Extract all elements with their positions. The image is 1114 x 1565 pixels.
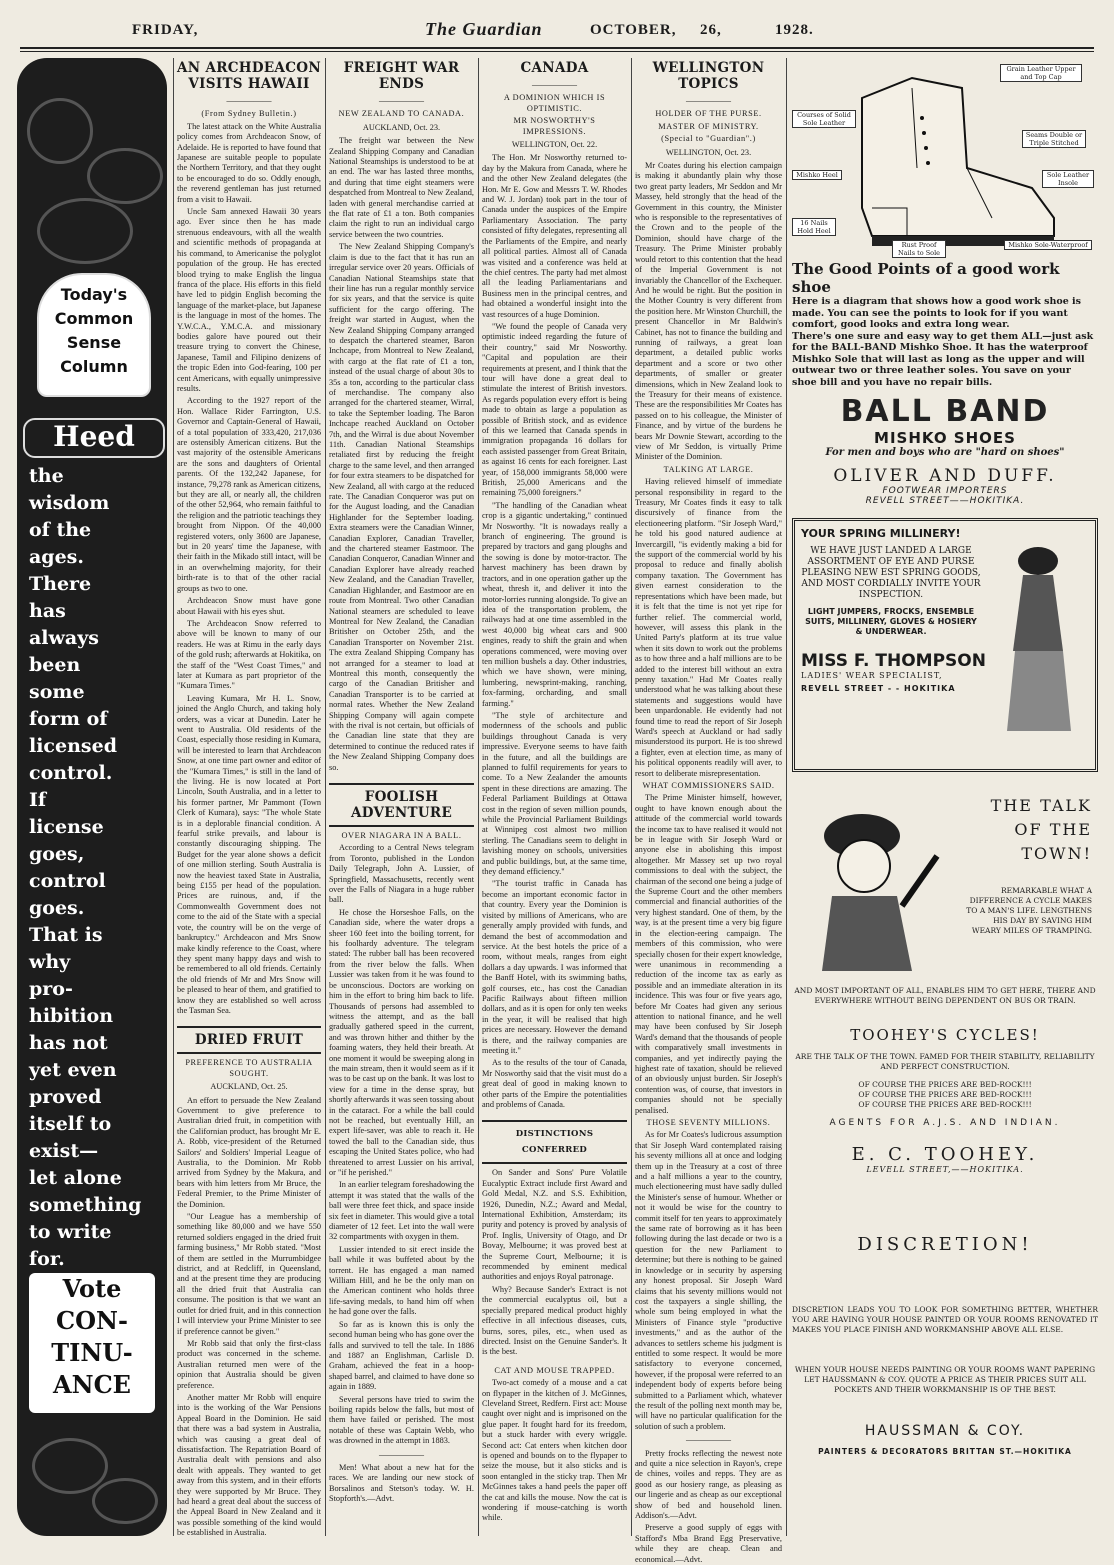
talk-of-town-advert [792, 786, 1098, 986]
decor-swirl [37, 198, 133, 264]
shoe-heading: The Good Points of a good work shoe [792, 260, 1060, 296]
shoe-label: Mishko Heel [792, 170, 842, 180]
article-dateline: AUCKLAND, Oct. 23. [362, 122, 441, 132]
wisdom-line: of the [29, 519, 92, 541]
column-rule [325, 58, 326, 1536]
work-shoe-icon [792, 58, 1098, 258]
wisdom-line: control [29, 870, 106, 892]
toohey-prices [792, 1080, 1098, 1110]
masthead-day: FRIDAY, [132, 22, 199, 38]
wisdom-line: license [29, 816, 104, 838]
oliver-duff-sub: FOOTWEAR IMPORTERS [882, 486, 1008, 496]
article-paragraph: The Prime Minister himself, however, ought to have known enough about the attitude of the commercial world towards the income tax to have realised it would not be in league with Sir Joseph Ward or anyone else in abolishing this impost altogether. Mr Massey set up two royal commissions to deal with the subject, the chairman of the second one being a judge of the Supreme Court and the other members commercial and financial authorities of the very highest standard. One of them, by the way, is at the present time a very big figure in the election-eering campaign. The members of this commission, who were specially chosen for their expert knowledge, were unanimous in recommending a reduction of the income tax as early as possible and an immediate alteration in its incidence. This was four or five years ago, before Mr Coates had given any serious attention to national finance, and he well may have been confused by Sir Joseph Ward's demand that the thousands of people with comparatively small investments in companies, and yet indirectly paying the highest rate of taxation, should be relieved of an obviously unjust burden. Sir Joseph's contention was, of course, that investors in companies should not be specially penalised. [635, 793, 782, 1115]
article-paragraph: As to the results of the tour of Canada, Mr Nosworthy said that the visit must do a great deal of good in making known to other parts of the Empire the potentialities and problems of Canada. [482, 1058, 627, 1109]
haussman-sub: PAINTERS & DECORATORS BRITTAN ST.—HOKITIKA [818, 1447, 1072, 1456]
shoe-label: Rust Proof Nails to Sole [892, 240, 946, 258]
wisdom-line: ages. [29, 546, 84, 568]
wisdom-line: exist— [29, 1140, 99, 1162]
article-paragraph: As for Mr Coates's ludicrous assumption that Sir Joseph Ward contemplated raising his seventy millions all at once and lodging them up in the Treasury at a cost of three and a half millions a year to the country, much electioneering must have sadly dulled the Minister's sense of humour. Whether or not it would be wise for the country to commit itself for ten years to approximately the same rate of borrowing as it has been following during the last decade or two is a question for the new Parliament to determine; but there is nothing to be gained in knowledge or in security by aspersing any honest proposal. Sir Joseph Ward claims that his seventy millions would not cost the taxpayers a single shilling, the whole sum being employed in what the Ministers of Finance style "productive investments," and as the author of the advances to settlers scheme his judgment is entitled to some respect. It would be more satisfactory to everyone concerned, however, if the proposal were referred to an independent body of experts before being submitted to a Parliament which, whatever the result of the polling next month may be, will have no particular qualification for the solution of such a problem. [635, 1130, 782, 1431]
discretion-title: DISCRETION! [857, 1234, 1033, 1255]
article-title: CANADA [520, 60, 589, 76]
common-sense-advert [17, 58, 167, 1536]
separator: ————— [686, 96, 731, 106]
wisdom-line: proved [29, 1086, 102, 1108]
wisdom-line: That is [29, 924, 103, 946]
shoe-label: Grain Leather Upper and Top Cap [1000, 64, 1082, 82]
article-paragraph: The latest attack on the White Australia policy comes from Archdeacon Snow, of Adelaide. He is reported to have found that Japanese are suitable people to populate the Northern Territory, and that they ought to be encouraged to do so. Oddly enough, the reverend gentleman has just returned from a visit to Hawaii. [177, 121, 321, 204]
article-paragraph: Uncle Sam annexed Hawaii 30 years ago. Ever since then he has made strenuous endeavours, with all the wealth and scientific methods of propaganda at his command, to Americanise the polyglot population of the group. He has erected blood trying to make English the lingua franca of the place. His efforts in this field have led to pidgin English becoming the language of the market-place, but Japanese is the language in most of the homes. The Y.W.C.A., Y.M.C.A. and missionary bodies galore have poured out their treasure trying to convert the Chinese, Japanese, Tamil and Filipino denizens of the tropic Eden into God-fearing, 100 per cent Americans, with equally unimpressive results. [177, 207, 321, 393]
wisdom-line: wisdom [29, 492, 110, 514]
masthead [0, 0, 1114, 48]
article-paragraph: On Sander and Sons' Pure Volatile Eucalyptic Extract include first Award and Gold Medal, N.Z. and S.S. Exhibition, 1926, Dunedin, N.Z.; Award and Medal, International Exhibition, Amsterdam; its purity and potency is proved by analysis of Prof. Inglis, University of Otago, and Dr Bovay, Melbourne; it was proved best at the Supreme Court, Melbourne; it is recommended by eminent medical authorities and enjoys Royal patronage. [482, 1168, 627, 1282]
article-paragraph: Two-act comedy of a mouse and a cat on flypaper in the kitchen of J. McGinnes, Cleveland Street, Redfern. First act: Mouse caught over night and is imprisoned on the glue paper. It fought hard for its freedom, but a stuck harder with every wriggle. Second act: Cat enters when kitchen door is opened and bounds on to the flypaper to seize the mouse, but it also sticks and is soon entangled in the sticky trap. Then Mr McGinnes takes a hand peels the paper off the cat and kills the mouse. Now the cat is wondering if mouse-catching is worth while. [482, 1378, 627, 1523]
wisdom-line: has [29, 600, 66, 622]
column-rule [173, 58, 174, 1536]
article-title: DISTINCTIONS CONFERRED [482, 1120, 627, 1164]
article-paragraph: He chose the Horseshoe Falls, on the Canadian side, where the water drops a sheer 160 feet into the boiling torrent, for his foolhardy adventure. The telegram stated: The rubber ball has been recovered from the river below the falls. When Lussier was taken from it he was found to be unconscious. Doctors are working on him in the effort to bring him back to life. Thousands of persons had assembled to witness the attempt, and as the ball gradually gathered speed in the current, and was thrown hither and thither by the foaming waters, they held their breath. At one moment it would be sweeping along in the main stream, then it would seem as if it was to be cast up on the bank. It was lost to view for a time in the dense spray, but shortly afterwards it was seen tossing about in the cataract. For a while the ball could not be reached, but eventually Hill, an expert life-saver, was able to reach it. He towed the ball to the Canadian side, thus escaping the United States police, who had threatened to arrest Lussier on his arrival, or "if he perished." [329, 907, 474, 1177]
article-subtitle: MASTER OF MINISTRY. [658, 121, 759, 131]
shoe-label: Mishko Sole-Waterproof [1004, 240, 1092, 250]
toohey-name: E. C. TOOHEY. [851, 1144, 1039, 1165]
article-paragraph: According to the 1927 report of the Hon. Wallace Rider Farrington, U.S. Governor and Captain-General of Hawaii, of a total population of 333,420, 217,036 are ostensibly American citizens. But the vast majority of the ostensible Americans are the sons and daughters of Oriental parents. Of the 132,242 Japanese, for instance, 79,278 rank as American citizens, but they are all, or nearly all, the children of the other 52,964, who remain faithful to the religion and the patriotic teachings they brought from Nippon. Of the 40,000 registered voters, only 3600 are Japanese, but in 20 years' time the Japanese, with their faith in the Mikado still intact, will be in an overwhelming majority, for their birth-rate is to that of the other racial groups as two to one. [177, 396, 321, 593]
masthead-month: OCTOBER, [590, 22, 677, 38]
section-head: WHAT COMMISSIONERS SAID. [642, 781, 775, 790]
toohey-address: LEVELL STREET,——HOKITIKA. [866, 1165, 1024, 1174]
article-paragraph: "We found the people of Canada very optimistic indeed regarding the future of their country," said Mr Nosworthy. "Capital and population are their requirements at present, and I think that the tour will have done a great deal to stimulate the interest of British investors. As regards population every effort is being made to obtain as large a population as possible of British stock, and as evidence of this we learned that Canada spends in immigration propaganda 16 dollars for each assisted passenger from Great Britain, as against 16 cents for each foreigner. Last year, of 158,000 immigrants 58,000 were British, 25,000 Americans and the remaining 75,000 foreigners." [482, 321, 627, 498]
article-paragraph: Lussier intended to sit erect inside the ball while it was buffeted about by the torrent. He has engaged a man named William Hill, and he be the only man on the American continent who holds three life-saving medals, to hand him off when he had gone over the falls. [329, 1244, 474, 1317]
article-paragraph: Several persons have tried to swim the boiling rapids below the falls, but most of them have failed or perished. The most notable of these was Captain Webb, who was drowned in the attempt in 1883. [329, 1394, 474, 1446]
wisdom-line: for. [29, 1248, 65, 1270]
column-rule [631, 58, 632, 1536]
article-subtitle: HOLDER OF THE PURSE. [655, 109, 762, 119]
article-paragraph: "Our League has a membership of something like 80,000 and we have 550 returned soldiers engaged in the dried fruit farming business," Mr Robb stated. "Most of them are settled in the Murrumbidgee district, and at Redcliff, in Queensland, and at the present time they are producing all the dried fruit that Australia can consume. The position is that we want an outlet for dried fruit, and in this connection I will interview your Prime Minister to see if preference cannot be given." [177, 1212, 321, 1336]
article-paragraph: In an earlier telegram foreshadowing the attempt it was stated that the walls of the ball were three feet thick, and space inside six feet in diameter. This would give a total diameter of 12 feet. Let into the wall were 32 compartments with oxygen in them. [329, 1180, 474, 1242]
article-source: (From Sydney Bulletin.) [201, 109, 297, 119]
decor-swirl [92, 1478, 158, 1524]
masthead-date: 26, [700, 22, 722, 38]
column-rule [478, 58, 479, 1536]
article-paragraph: "The tourist traffic in Canada has become an important economic factor in that country. Every year the Dominion is visited by millions of Americans, who are generally amply provided with funds, and demand the best of accommodation and service. At the best hotels the price of a room, without meals, ranges from eight dollars a day upwards. I was informed that the Banff Hotel, with its swimming baths, golf courses, etc., has cost the Canadian Pacific Railways about fifteen million dollars, and as it is open for only ten weeks in the year, it will be realised that high prices are necessary. However the demand is there, and the railway companies are meeting it." [482, 879, 627, 1055]
separator: ————— [226, 96, 272, 106]
wisdom-line: been [29, 654, 81, 676]
wisdom-line: licensed [29, 735, 117, 757]
article-paragraph: The New Zealand Shipping Company's claim is due to the fact that it has run an irregular service over 20 years. Officials of Canadian National Steamships state that their line has run a regular monthly service for six years, and that the service is quite sufficient for the cargo offering. The freight war started in August, when the New Zealand Shipping Company arranged to despatch the chartered steamer, Baron Inchcape, from Montreal to New Zealand, with cargo at the flat rate of £1 a ton, instead of the usual charge of about 30s to 35s a ton, according to the particular class of merchandise. The company also arranged for the chartered steamer, Wirral, to take the September loading. The Baron Inchcape reached Auckland on October 7th, and the Wirral is due about November 11th. Canadian National Steamships retaliated first by reducing the freight charge to the same level, and then arranged for four extra steamers to be dispatched for New Zealand, all with cargo at the reduced rate. The Canadian Conqueror was put on for the August loading, and the Canadian Highlander for the September loading. Extra steamers were the Canadian Winner, Canadian Explorer, Canadian Traveller, and the chartered steamer Eastmoor. The Canadian Conqueror, Canadian Winner and Canadian Explorer have already reached New Zealand, and the Canadian Traveller, Canadian Highlander, and Eastmoor are en route from Montreal. Two other Canadian National steamers are scheduled to leave Montreal for New Zealand, the Canadian Britisher on October 25th, and the Canadian Transporter on November 21st. The extra Zealand Shipping Company has not arranged for a steamer to load at Montreal this month, consequently the cargo of the Canadian Britisher and Canadian Transporter is to be carried at normal rates. Whether the New Zealand Shipping Company will again compete with the rival is not certain, but officials of the Canadian line state that they are determined to continue the reduced rates if the New Zealand Shipping Company does so. [329, 242, 474, 772]
thompson-address: REVELL STREET - - HOKITIKA [801, 684, 956, 693]
article-subtitle: OVER NIAGARA IN A BALL. [341, 831, 462, 840]
millinery-items: LIGHT JUMPERS, FROCKS, ENSEMBLE SUITS, MILLINERY, GLOVES & HOSIERY & UNDERWEAR. [805, 607, 977, 636]
masthead-rule-thin [20, 51, 1094, 52]
article-paragraph: The Hon. Mr Nosworthy returned to-day by the Makura from Canada, where he and the other New Zealand delegates (the Hon. Mr E. Gow and Messrs T. W. Rhodes and W. J. Jordan) took part in the tour of Canada under the auspices of the Empire Parliamentary Association. The party consisted of fifty delegates, representing all the Parliaments of the Empire, and nearly all political parties. Almost all of Canada was visited and a conference was held at the chief centres. The party had met almost all the leading Parliamentarians and Business men in the principal centres, and had obtained a wonderful insight into the vast resources of a huge Dominion. [482, 153, 627, 319]
article-dateline: WELLINGTON, Oct. 23. [665, 147, 752, 157]
article-paragraph: "The handling of the Canadian wheat crop is a gigantic undertaking," continued Mr Nosworthy. "It is nowadays really a branch of engineering. The ground is prepared by tractors and gang ploughs and the sowing is done by motor-tractor. The harvest machinery has been drawn by tractors, and in one operation gather up the wheat, thresh it, and deliver it into the motor-lorries running alongside. To give an idea of the transportation problem, the railways had at one time assembled in the west 40,000 big wheat cars and 900 engines, ready to shift the grain and when operations commenced, were moving over ten million bushels a day. Other industries, which we have shown, were mining, lumbering, newsprint-making, ranching, fox-farming, orcharding, and small farming." [482, 500, 627, 708]
advert-line: Preserve a good supply of eggs with Stafford's Mba Brand Egg Preservative, while they are cheap. Clean and economical.—Advt. [635, 1523, 782, 1564]
wisdom-line: itself to [29, 1113, 112, 1135]
shoe-label: 16 Nails Hold Heel [792, 218, 836, 236]
masthead-rule [20, 47, 1094, 49]
article-paragraph: Mr Robb said that only the first-class product was concerned in the scheme. Australian returned men were of the opinion that Australia should be given preference. [177, 1338, 321, 1390]
wisdom-line: goes, [29, 843, 85, 865]
shoe-label: Courses of Solid Sole Leather [792, 110, 856, 128]
advert-line: Pretty frocks reflecting the newest note and quite a nice selection in Rayon's, crepe de chines, voiles and repps. They are as good as our hosiery range, as pleasing as our lingerie and as cheap as our exceptional show of bed and household linen. Addison's.—Advt. [635, 1448, 782, 1521]
article-dateline: WELLINGTON, Oct. 22. [511, 140, 598, 150]
wisdom-line: control. [29, 762, 113, 784]
toohey-price-line: OF COURSE THE PRICES ARE BED-ROCK!!! [858, 1080, 1032, 1089]
toohey-title: TOOHEY'S CYCLES! [850, 1026, 1040, 1044]
article-dateline: AUCKLAND, Oct. 25. [210, 1082, 288, 1092]
heed-box [23, 418, 165, 458]
article-paragraph: The freight war between the New Zealand Shipping Company and Canadian National Steamships is understood to be at an end. The war has lasted three months, and during that time eight steamers were despatched from Montreal to New Zealand, laden with general merchandise carried at the flat rate of £1 a ton. Both companies claim the right to run an individual cargo service between the two countries. [329, 136, 474, 239]
article-special: (Special to "Guardian".) [661, 134, 756, 144]
decor-swirl [32, 1438, 108, 1494]
article-subtitle: MR NOSWORTHY'S IMPRESSIONS. [513, 116, 596, 136]
talk-title-line: TOWN! [1021, 844, 1092, 863]
article-title: FREIGHT WAR ENDS [343, 60, 460, 92]
common-sense-box [37, 273, 151, 397]
wisdom-line: form of [29, 708, 108, 730]
separator: ————— [379, 1449, 424, 1460]
shoe-body: There's one sure and easy way to get them ALL—just ask for the BALL-BAND Mishko Shoe. It has the waterproof Mishko Sole that will last as long as the upper and will outwear two or three leather soles. You save on your shoe bill and you have no repair bills. [792, 330, 1094, 388]
decor-swirl [87, 148, 163, 204]
oliver-duff-name: OLIVER AND DUFF. [833, 466, 1057, 486]
wisdom-text [29, 463, 159, 1273]
article-title: FOOLISH ADVENTURE [329, 783, 474, 827]
millinery-title: YOUR SPRING MILLINERY! [801, 527, 961, 540]
talk-body-2: AND MOST IMPORTANT OF ALL, ENABLES HIM TO GET HERE, THERE AND EVERYWHERE WITHOUT BEING DEPENDENT ON BUS OR TRAIN. [794, 986, 1096, 1005]
mishko-tagline: For men and boys who are "hard on shoes" [825, 447, 1065, 458]
section-head: THOSE SEVENTY MILLIONS. [646, 1118, 771, 1127]
talk-title-line: OF THE [1014, 820, 1092, 839]
vote-line: ANCE [53, 1370, 131, 1399]
article-paragraph: So far as is known this is only the second human being who has gone over the falls and survived to tell the tale. In 1886 and 1887 an Englishman, Carlisle D. Graham, achieved the feat in a hoop-shaped barrel, and claimed to have done so again in 1889. [329, 1319, 474, 1392]
article-subtitle: NEW ZEALAND TO CANADA. [338, 109, 465, 119]
wisdom-line: If [29, 789, 47, 811]
toohey-agents: AGENTS FOR A.J.S. AND INDIAN. [829, 1118, 1061, 1128]
talk-title-line: THE TALK [990, 796, 1092, 815]
millinery-advert [792, 518, 1098, 772]
wisdom-line: always [29, 627, 99, 649]
toohey-sub: ARE THE TALK OF THE TOWN. FAMED FOR THEIR STABILITY, RELIABILITY AND PERFECT CONSTRUCTION. [795, 1052, 1095, 1071]
wisdom-line: hibition [29, 1005, 114, 1027]
toohey-price-line: OF COURSE THE PRICES ARE BED-ROCK!!! [858, 1100, 1032, 1109]
column-rule [786, 58, 787, 1536]
article-subtitle: A DOMINION WHICH IS OPTIMISTIC. [503, 93, 606, 113]
thompson-sub: LADIES' WEAR SPECIALIST, [801, 671, 943, 680]
separator: ————— [532, 80, 577, 90]
column-canada [482, 58, 627, 1536]
article-paragraph: Archdeacon Snow must have gone about Hawaii with his eyes shut. [177, 596, 321, 616]
wisdom-line: pro- [29, 978, 73, 1000]
wisdom-line: why [29, 951, 71, 973]
article-paragraph: Leaving Kumara, Mr H. L. Snow, joined the Anglo Church, and taking holy orders, was a vicar at Dunedin. Later he went to Australia. Old residents of the Coast, especially those residing in Kumara, will be interested to learn that Archdeacon Snow, at one time part owner and editor of the "Kumara Times," is still in the land of the living. He is now located at Port Lincoln, South Australia, and in a letter to his former partner, Mr Pammont (Town Clerk of Kumara), says: "The whole State is in a deplorable financial condition. A fearful strike prevails, and labour is constantly discouraging shipping. The Budget for the year alone shows a deficit of one million sterling. South Australia is now the heaviest taxed State in Australia, being £155 per head of the population. Prices are ruinous, and, if the Commonwealth Government does not come to the aid of the State with a special vote, the country will be on the verge of bankruptcy." Archdeacon and Mrs Snow make kindly reference to the Coast, where they spent many happy days and wish to be remembered to all old friends. Certainly the old friends of Mr and Mrs Snow will be pleased to hear of them, and gratified to know they are established so well across the Tasman Sea. [177, 693, 322, 1015]
talk-title [962, 794, 1092, 866]
article-paragraph: Having relieved himself of immediate personal responsibility in regard to the Treasury, Mr Coates finds it easy to talk discursively of finance from the electioneering platform. "Sir Joseph Ward," he told his good natured audience at Invercargill, "is evidently making a bid for the support of the commercial world by his proposal to reduce and finally abolish company taxation. The Government has given earnest consideration to the representations which have been made, but it is felt that the time is not yet ripe for further relief. The commercial world, however, will assess this plank in the United Party's platform at its true value when it sits down to work out the problems as to how three and a half millions are to be added to the interest bill without an extra penny taxation." Had Mr Coates really understood what he was talking about these statements and suggestions would have been unpardonable. He evidently had not found time to read the report of Sir Joseph Ward's speech at Auckland or had sadly misunderstood its purport. He is too shrewd a fighter, even at election time, as many of his political opponents readily will aver, to resort to deliberate misrepresentation. [635, 477, 782, 778]
article-title: WELLINGTON TOPICS [652, 60, 765, 92]
wisdom-line: the [29, 465, 64, 487]
millinery-body: WE HAVE JUST LANDED A LARGE ASSORTMENT OF EYE AND PURSE PLEASING NEW EST SPRING GOODS, AND MOST CORDIALLY INVITE YOUR INSPECTION. [801, 546, 981, 600]
haussman-name: HAUSSMAN & COY. [864, 1423, 1026, 1439]
wisdom-line: let alone [29, 1167, 122, 1189]
shoe-label: Seams Double or Triple Stitched [1022, 130, 1086, 148]
wisdom-line: has not [29, 1032, 108, 1054]
wisdom-line: to write [29, 1221, 112, 1243]
article-paragraph: "The style of architecture and modernness of the schools and public buildings throughout Canada is very impressive. Everyone seems to have faith in the future, and all the buildings are planned to fulfil requirements for years to come. To a New Zealander the amounts spent in these directions are amazing. The Federal Parliament Buildings at Ottawa cost in the region of seven million pounds, while the Provincial Parliament Buildings at Winnipeg cost almost two million sterling. The Canadians seem to delight in lavishing money on schools, universities and public buildings, but, at the same time, they demand efficiency." [482, 710, 627, 877]
article-paragraph: An effort to persuade the New Zealand Government to give preference to Australian dried fruit, in competition with the Californian product, has brought Mr E. A. Robb, vice-president of the Returned Sailors' and Soldiers' Imperial League of Australia, to the Dominion. Mr Robb arrived from Sydney by the Makura, and bears with him letters from Mr Bruce, the Federal Premier, to the Prime Minister of the Dominion. [177, 1095, 321, 1209]
masthead-year: 1928. [775, 22, 814, 38]
decor-swirl [27, 98, 93, 164]
wisdom-line: some [29, 681, 85, 703]
article-subtitle: CAT AND MOUSE TRAPPED. [494, 1365, 615, 1375]
section-head: TALKING AT LARGE. [663, 464, 754, 474]
article-title: AN ARCHDEACON VISITS HAWAII [177, 60, 321, 92]
discretion-body: DISCRETION LEADS YOU TO LOOK FOR SOMETHING BETTER, WHETHER YOU ARE HAVING YOUR HOUSE PAINTED OR YOUR ROOMS RENOVATED IT MAKES YOU PLACE FINISH AND WORKMANSHIP ABOVE ALL ELSE. [792, 1305, 1098, 1334]
article-subtitle: PREFERENCE TO AUSTRALIA SOUGHT. [185, 1058, 313, 1078]
column-wellington-topics [635, 58, 782, 1564]
vote-line: Vote [62, 1274, 122, 1303]
article-paragraph: Mr Coates during his election campaign is making it abundantly plain why those two great party leaders, Mr Seddon and Mr Massey, held strongly that the head of the Government in this country, the Minister who is responsible to the representatives of the Crown and to the people of the Dominion, should have charge of the Treasury. The Prime Minister probably would retort to this contention that the head of the Imperial Government is not invariably the Chancellor of the Exchequer. And he would be right. But the position in the Mother Country is very different from the position here. Mr Winston Churchill, the present Chancellor in Mr Baldwin's Cabinet, has not to finance the building and running of railways, a great loan department, a detailed public works department and a score or two other departments, of smaller or greater dimensions, which in New Zealand look to the Treasury for their means of existence. These are the responsibilities Mr Coates has passed on to his colleague, the Minister of Finance, and by virtue of the burdens he bears Mr Downie Stewart, according to the view of Mr Seddon, is virtually Prime Minister of the Dominion. [635, 161, 782, 462]
thompson-name: MISS F. THOMPSON [801, 651, 986, 671]
ballband-logo: BALL BAND [840, 394, 1050, 429]
vote-line: CON- [56, 1306, 128, 1335]
separator: ————— [686, 1435, 731, 1446]
article-paragraph: According to a Central News telegram from Toronto, published in the London Daily Telegraph, John A. Lussier, of Springfield, Massachusetts, recently went over the Falls of Niagara in a huge rubber ball. [329, 843, 474, 905]
article-paragraph: Why? Because Sander's Extract is not the commercial eucalyptus oil, but a specially prepared medical product highly effective in all infectious diseases, cuts, burns, sores, piles, etc., when used as directed. Insist on the Genuine Sander's. It is the best. [482, 1284, 627, 1357]
adverts-column [792, 58, 1098, 1536]
shoe-label: Sole Leather Insole [1042, 170, 1094, 188]
article-paragraph: Another matter Mr Robb will enquire into is the working of the War Pensions Appeal Board in the Dominion. He said that there was a bad system in Australia, which was causing a great deal of dissatisfaction. The Repatriation Board of Australia dealt with pensions and also dealt with appeals. They wanted to get away from this system, and in their efforts they were supported by Mr Bruce. They had heard a great deal about the success of the Appeal Board in New Zealand and it was possible something of the kind would be established in Australia. [177, 1392, 321, 1538]
vote-line: TINU- [51, 1338, 133, 1367]
shoe-diagram [792, 58, 1098, 258]
column-freight-war [329, 58, 474, 1536]
talk-body: REMARKABLE WHAT A DIFFERENCE A CYCLE MAKES TO A MAN'S LIFE. LENGTHENS HIS DAY BY SAVING HIM WEARY MILES OF TRAMPING. [966, 886, 1092, 935]
article-paragraph: The Archdeacon Snow referred to above will be known to many of our readers. He was at Rimu in the early days of the gold rush; afterwards at Hokitika, on the staff of the "West Coast Times," and later at Kumara as part proprietor of the "Kumara Times." [177, 618, 321, 691]
separator: ————— [379, 96, 424, 106]
discretion-body-2: WHEN YOUR HOUSE NEEDS PAINTING OR YOUR ROOMS WANT PAPERING LET HAUSSMANN & COY. QUOTE A PRICE AS THEIR PRICES SUIT ALL POCKETS AND THEIR WORKMANSHIP IS OF THE BEST. [794, 1365, 1096, 1394]
lady-figure-icon [993, 541, 1083, 741]
wisdom-line: yet even [29, 1059, 117, 1081]
article-title: DRIED FRUIT [177, 1026, 321, 1054]
toohey-price-line: OF COURSE THE PRICES ARE BED-ROCK!!! [858, 1090, 1032, 1099]
advert-line: Men! What about a new hat for the races. We are landing our new stock of Borsalinos and Stetson's today. W. H. Stopforth's.—Advt. [329, 1462, 474, 1504]
common-sense-title: Today's Common Sense Column [54, 285, 134, 376]
mishko-logo: MISHKO SHOES [874, 429, 1016, 447]
shoe-body: Here is a diagram that shows how a good work shoe is made. You can see the points to look for if you want comfort, good looks and extra long wear. [792, 296, 1082, 330]
wisdom-line: goes. [29, 897, 85, 919]
oliver-duff-address: REVELL STREET——HOKITIKA. [865, 496, 1025, 506]
wisdom-line: There [29, 573, 92, 595]
heed-word: Heed [53, 420, 135, 453]
cyclist-man-icon [802, 796, 952, 976]
vote-continuance-box [29, 1273, 155, 1413]
column-archdeacon [177, 58, 321, 1536]
wisdom-line: something [29, 1194, 142, 1216]
masthead-paper-title: The Guardian [425, 19, 543, 39]
